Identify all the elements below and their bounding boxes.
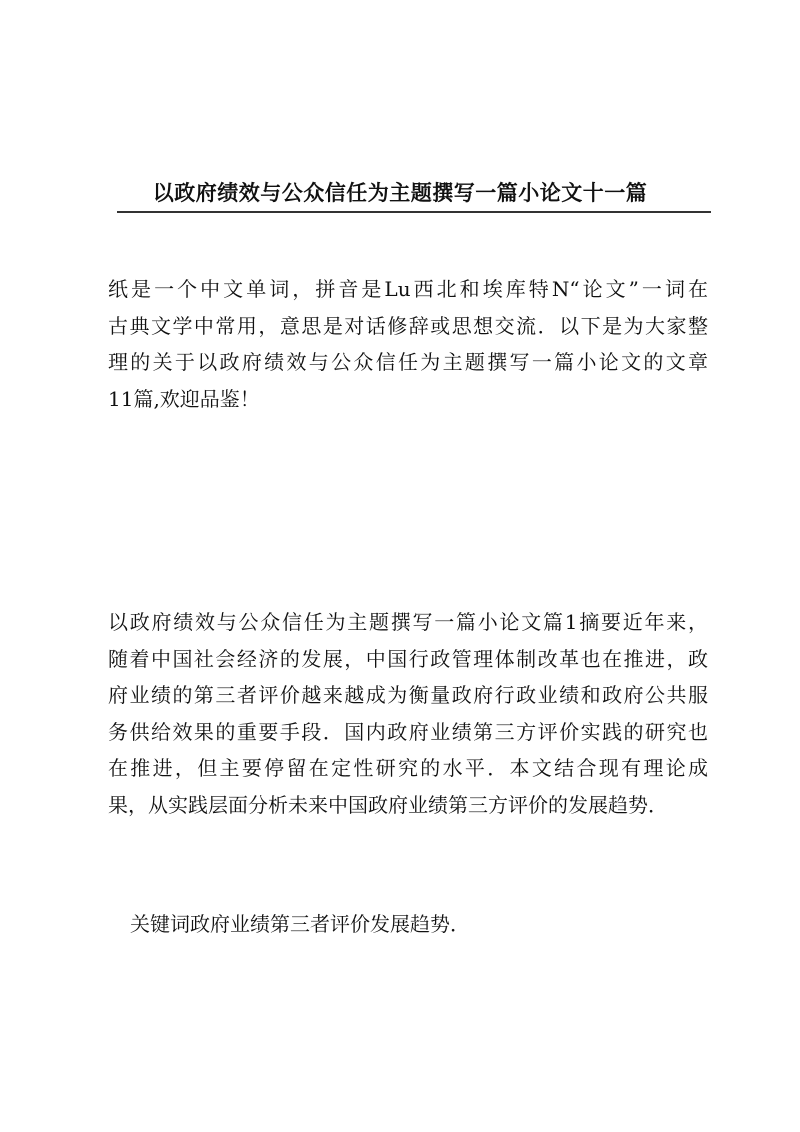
intro-line: 纸是一个中文单词，拼音是Lu西北和埃库特N“论文”一词在 xyxy=(108,277,708,301)
abstract-line: 以政府绩效与公众信任为主题撰写一篇小论文篇1摘要近年来， xyxy=(108,610,708,634)
abstract-line: 果，从实践层面分析未来中国政府业绩第三方评价的发展趋势． xyxy=(108,792,668,817)
page-title: 以政府绩效与公众信任为主题撰写一篇小论文十一篇 xyxy=(152,180,648,206)
abstract-line: 随着中国社会经济的发展，中国行政管理体制改革也在推进，政 xyxy=(108,646,708,671)
abstract-line: 府业绩的第三者评价越来越成为衡量政府行政业绩和政府公共服 xyxy=(108,683,708,707)
intro-paragraph xyxy=(108,271,708,417)
title-divider xyxy=(117,211,711,213)
abstract-paragraph xyxy=(108,604,708,823)
intro-line: 理的关于以政府绩效与公众信任为主题撰写一篇小论文的文章 xyxy=(108,350,708,374)
abstract-line: 务供给效果的重要手段．国内政府业绩第三方评价实践的研究也 xyxy=(108,719,708,744)
abstract-line: 在推进，但主要停留在定性研究的水平．本文结合现有理论成 xyxy=(108,756,708,780)
intro-line: 11篇,欢迎品鉴！ xyxy=(108,386,260,411)
keywords-paragraph: 关键词政府业绩第三者评价发展趋势． xyxy=(130,912,470,936)
intro-line: 古典文学中常用，意思是对话修辞或思想交流．以下是为大家整 xyxy=(108,313,708,338)
